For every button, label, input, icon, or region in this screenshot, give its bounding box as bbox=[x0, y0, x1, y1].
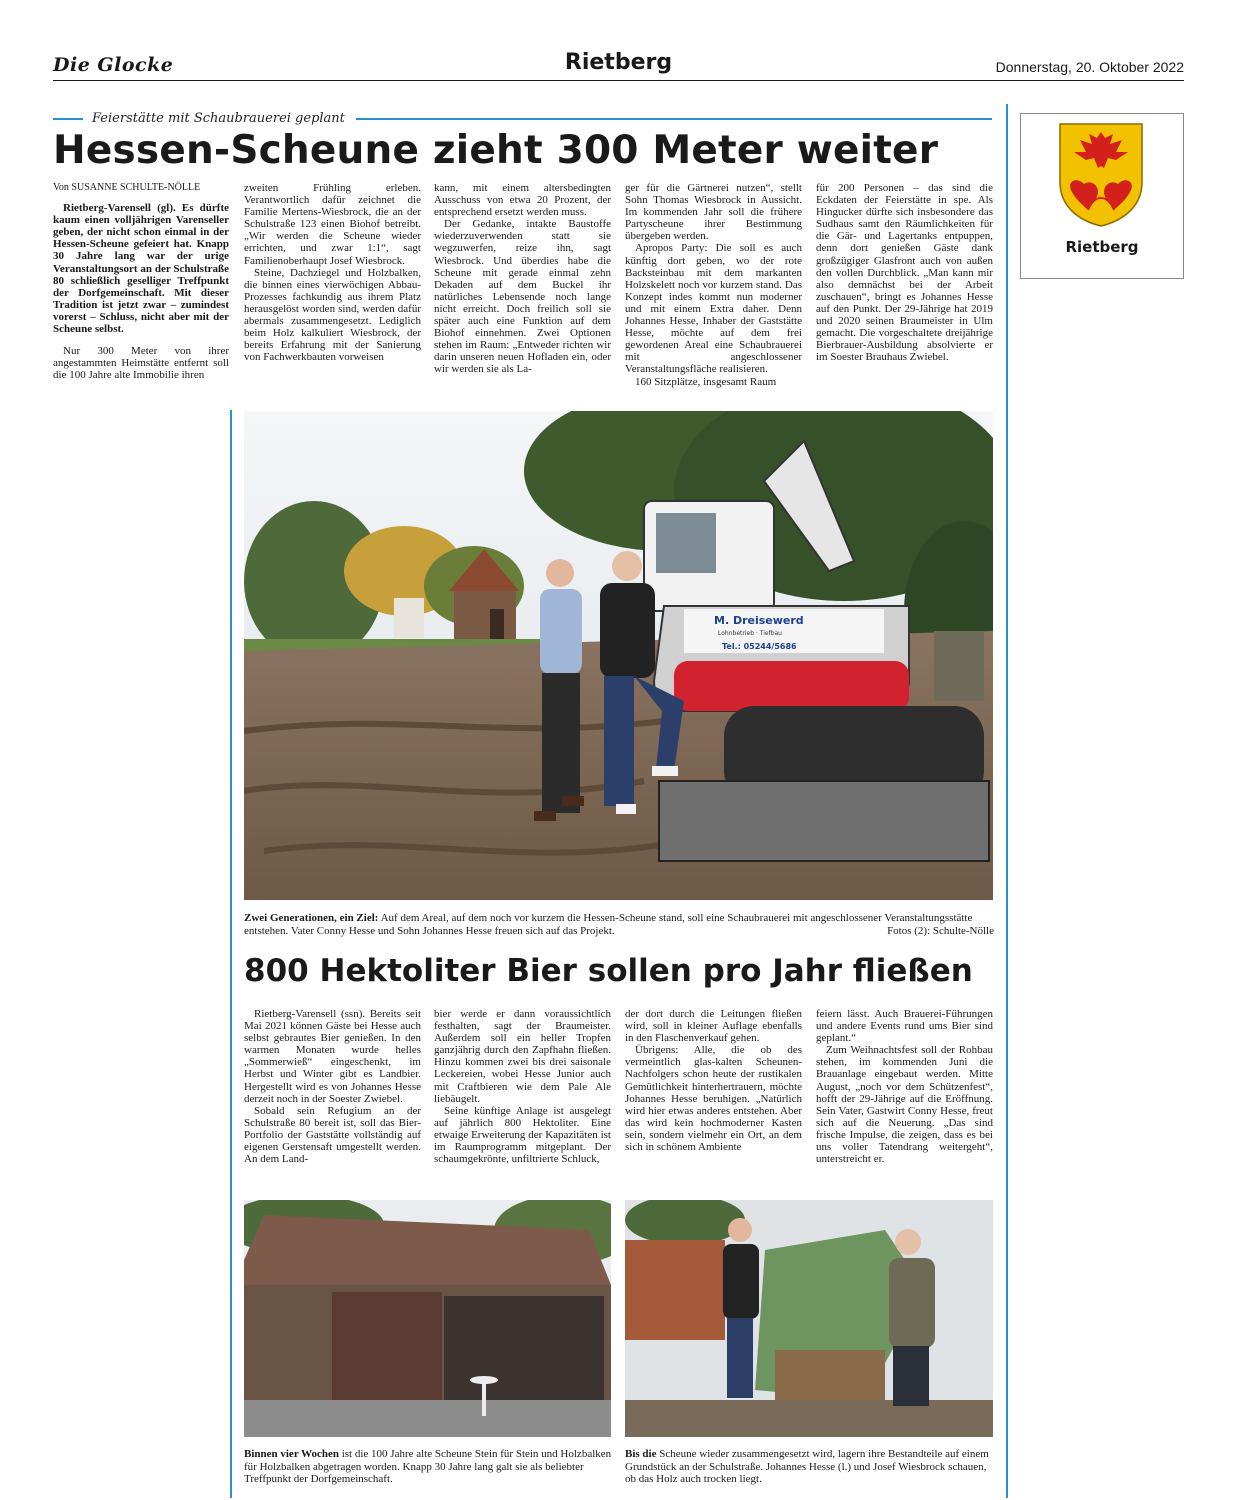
article-paragraph: feiern lässt. Auch Brauerei-Führungen und andere Events rund ums Bier sind geplant.“ bbox=[816, 1008, 993, 1045]
crest-label: Rietberg bbox=[1065, 238, 1139, 256]
section-title: Rietberg bbox=[564, 50, 673, 75]
article-paragraph: 160 Sitzplätze, insgesamt Raum bbox=[635, 375, 777, 388]
article-paragraph: Zum Weihnachtsfest soll der Rohbau stehen, im kommenden Juni die Brauanlage eingebaut werden. Mitte August, „noch vor dem Schützenfest“, hofft der 29-Jährige auf die Eröffnung. Sein Vater, Gastwirt Conny Hesse, freut sich auf die Neuerung. „Das sind frische Impulse, die zeigen, dass es bei uns voller Tatendrang weitergeht“, unterstreicht er. bbox=[816, 1044, 993, 1166]
article-paragraph: für 200 Personen – das sind die Eckdaten der Feierstätte in spe. Als Hingucker dürfte sich insbesondere das Sudhaus samt den Räumlichkeiten für die Gär- und Lagertanks entpuppen, denn dort genießen Gäste dank großzügiger Glasfront auch von außen den vollen Durchblick. „Man kann mir also demnächst bei der Arbeit zuschauen“, bringt es Johannes Hesse auf den Punkt. Der 29-Jährige hat 2019 und 2020 seinen Braumeister in Ulm gemacht. Die vorgeschaltete dreijährige Bierbrauer-Ausbildung absolvierte er im Soester Brauhaus Zwiebel. bbox=[816, 182, 993, 364]
article-paragraph: zweiten Frühling erleben. Verantwortlich dafür zeichnet die Familie Mertens-Wiesbrock, die an der Schulstraße 123 einen Biohof betreibt. „Wir werden die Scheune wieder errichten, und zwar 1:1“, sagt Familienoberhaupt Josef Wiesbrock. bbox=[244, 182, 421, 267]
caption-text: Auf dem Areal, auf dem noch vor kurzem die Hessen-Scheune stand, soll eine Schaubrauerei mit angeschlossener Veranstaltungsstätte entstehen. Vater Conny Hesse und Sohn Johannes Hesse freuen sich auf das Projekt. bbox=[244, 912, 973, 937]
article-paragraph: bier werde er dann voraussichtlich festhalten, sagt der Braumeister. Außerdem soll ein heller Tropfen ganzjährig durch den Zapfhahn fließen. Hinzu kommen zwei bis drei saisonale Leckereien, wobei Hesse Junior auch mit Craftbieren wie dem Pale Ale liebäugelt. bbox=[434, 1008, 611, 1105]
article2-column-2 bbox=[434, 1008, 611, 1165]
photo-credit: Fotos (2): Schulte-Nölle bbox=[887, 924, 994, 937]
kicker-rule-left bbox=[53, 118, 83, 120]
article-column-5 bbox=[816, 182, 993, 363]
construction-site-illustration bbox=[244, 411, 993, 900]
wood-photo-caption bbox=[625, 1448, 994, 1486]
barn-photo-caption bbox=[244, 1448, 612, 1486]
caption-text: Scheune wieder zusammengesetzt wird, lagern ihre Bestandteile auf einem Grundstück an der Schulstraße. Johannes Hesse (l.) und Josef Wiesbrock schauen, ob das Holz auch trocken liegt. bbox=[625, 1448, 989, 1485]
article-paragraph: der dort durch die Leitungen fließen wird, soll in kleiner Auflage ebenfalls in den Flaschenverkauf gehen. bbox=[625, 1008, 802, 1045]
issue-date: Donnerstag, 20. Oktober 2022 bbox=[995, 59, 1184, 75]
frame-line-left bbox=[230, 410, 232, 1498]
caption-lead: Zwei Generationen, ein Ziel: bbox=[244, 912, 379, 924]
excavator-sign-sub: Lohnbetrieb · Tiefbau bbox=[718, 630, 782, 637]
article-paragraph: Sobald sein Refugium an der Schulstraße 80 bereit ist, soll das Bier-Portfolio der Gaststätte vollständig auf eigenen Gerstensaft umgestellt werden. An dem Land- bbox=[244, 1104, 421, 1166]
article-paragraph: Seine künftige Anlage ist ausgelegt auf jährlich 800 Hektoliter. Eine etwaige Erweiterung der Kapazitäten ist im Raumprogramm mitgeplant. Der schaumgekrönte, unfiltrierte Schluck, bbox=[434, 1104, 611, 1166]
article2-headline: 800 Hektoliter Bier sollen pro Jahr fließen bbox=[244, 953, 973, 989]
article-paragraph: ger für die Gärtnerei nutzen“, stellt Sohn Thomas Wiesbrock in Aussicht. Im kommenden Jahr soll die frühere Partyscheune ihrer Bestimmung übergeben werden. bbox=[625, 182, 802, 243]
article2-column-3 bbox=[625, 1008, 802, 1153]
wood-storage-illustration bbox=[625, 1200, 993, 1437]
article-paragraph: Steine, Dachziegel und Holzbalken, die binnen eines vierwöchigen Abbau-Prozesses fachkundig aus ihrem Platz herausgelöst worden sind, werden dafür abermals zusammengesetzt. Lediglich beim Holz kalkuliert Wiesbrock, der bereits Erfahrung mit der Sanierung von Fachwerkbauten vorweisen bbox=[244, 266, 421, 364]
article-column-3 bbox=[434, 182, 611, 376]
article-paragraph: Nur 300 Meter von ihrer angestammten Heimstätte entfernt soll die 100 Jahre alte Immobilie ihren bbox=[53, 345, 229, 382]
article-paragraph: Der Gedanke, intakte Baustoffe wiederzuverwenden statt sie wegzuwerfen, reize ihn, sagt Wiesbrock. Und überdies habe die Scheune mit gerade einmal zehn Dekaden auf dem Buckel ihr natürliches Lebensende noch lange nicht erreicht. Doch freilich soll sie später auch eine Funktion auf dem Biohof einnehmen. Zwei Optionen stehen im Raum: „Entweder richten wir darin unseren neuen Hofladen ein, oder wir werden sie als La- bbox=[434, 218, 611, 376]
main-photo-excavator bbox=[244, 411, 993, 900]
article2-column-1 bbox=[244, 1008, 421, 1165]
excavator-sign-phone: Tel.: 05244/5686 bbox=[722, 642, 797, 651]
kicker-rule-right bbox=[356, 118, 992, 120]
masthead-rule bbox=[53, 80, 1184, 81]
article-column-1 bbox=[53, 182, 229, 381]
caption-text: ist die 100 Jahre alte Scheune Stein für Stein und Holzbalken für Holzbalken abgetragen worden. Knapp 30 Jahre lang galt sie als beliebter Treffpunkt der Dorfgemeinschaft. bbox=[244, 1448, 612, 1485]
byline: Von SUSANNE SCHULTE-NÖLLE bbox=[53, 182, 201, 193]
article-headline: Hessen-Scheune zieht 300 Meter weiter bbox=[53, 128, 939, 173]
article-column-2 bbox=[244, 182, 421, 363]
article-paragraph: kann, mit einem altersbedingten Ausschuss von etwa 20 Prozent, der entsprechend ersetzt werden muss. bbox=[434, 182, 611, 219]
article-column-4 bbox=[625, 182, 802, 388]
caption-lead: Binnen vier Wochen bbox=[244, 1448, 339, 1460]
article2-column-4 bbox=[816, 1008, 993, 1165]
barn-photo bbox=[244, 1200, 611, 1437]
article-paragraph: Apropos Party: Die soll es auch künftig dort geben, wo der rote Backsteinbau mit dem markanten Holzskelett noch vor kurzem stand. Das Konzept indes kommt nun moderner und mit einem Extra daher. Denn Johannes Hesse, Inhaber der Gaststätte Hesse, möchte auf dem frei gewordenen Areal eine Schaubrauerei mit angeschlossener Veranstaltungsfläche realisieren. bbox=[625, 242, 802, 376]
article-paragraph: Rietberg-Varensell (ssn). Bereits seit Mai 2021 können Gäste bei Hesse auch selbst gebrautes Bier genießen. In den warmen Monaten wurde helles „Sommerwieß“ eingeschenkt, im Herbst und Winter gibt es Landbier. Hergestellt wird es von Johannes Hesse derzeit noch in der Soester Zwiebel. bbox=[244, 1008, 421, 1105]
article-paragraph: Übrigens: Alle, die ob des vermeintlich glas-kalten Scheunen-Nachfolgers schon heute der rustikalen Gemütlichkeit hinterhertrauern, möchte Johannes Hesse beruhigen. „Natürlich wird hier etwas anderes entstehen. Aber das wird kein hochmoderner Kasten sein, sondern vielmehr ein Ort, an dem sich in schönem Ambiente bbox=[625, 1044, 802, 1154]
main-photo-caption bbox=[244, 912, 994, 937]
barn-illustration bbox=[244, 1200, 611, 1437]
newspaper-logo: Die Glocke bbox=[53, 54, 174, 76]
caption-lead: Bis die bbox=[625, 1448, 657, 1460]
frame-line-right bbox=[1006, 104, 1008, 1498]
article-kicker: Feierstätte mit Schaubrauerei geplant bbox=[88, 111, 349, 126]
article-lead: Rietberg-Varensell (gl). Es dürfte kaum einen volljährigen Varenseller geben, der nicht schon einmal in der Hessen-Scheune gefeiert hat. Knapp 30 Jahre lang war der urige Veranstaltungsort an der Schulstraße 80 schließlich geselliger Treffpunkt der Dorfgemeinschaft. Mit dieser Tradition ist jetzt zwar – zumindest vorerst – Schluss, nicht aber mit der Scheune selbst. bbox=[53, 202, 229, 336]
rietberg-coat-of-arms-icon bbox=[1058, 122, 1144, 228]
wood-storage-photo bbox=[625, 1200, 993, 1437]
excavator-sign-company: M. Dreisewerd bbox=[714, 614, 804, 627]
